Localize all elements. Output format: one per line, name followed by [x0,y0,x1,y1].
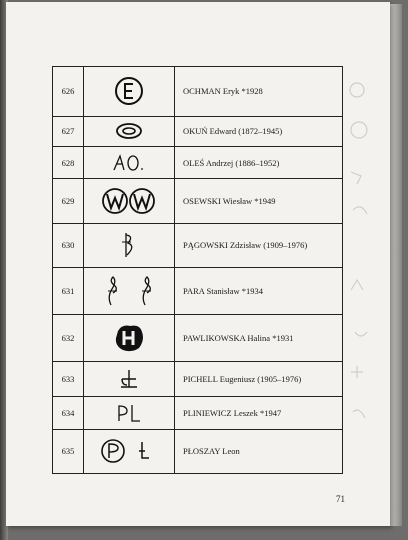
entry-number: 635 [53,429,84,473]
oval-ring-monogram-icon [84,116,175,146]
ao-script-monogram-icon [84,146,175,179]
entry-number: 628 [53,146,84,179]
page-number: 71 [336,494,345,504]
table-row [53,116,343,146]
entry-number: 626 [53,67,84,117]
circled-e-monogram-icon [84,67,175,117]
artist-name: OKUŃ Edward (1872–1945) [175,116,343,146]
script-b-monogram-icon [84,223,175,267]
table-row [53,314,343,361]
artist-marks-table [52,66,343,474]
table-row [53,146,343,179]
entry-number: 631 [53,267,84,314]
artist-name: OSEWSKI Wiesław *1949 [175,179,343,223]
circled-p-and-l-monogram-icon [84,429,175,473]
table-row [53,429,343,473]
table-row [53,397,343,430]
table-row [53,67,343,117]
entry-number: 629 [53,179,84,223]
artist-name: PICHELL Eugeniusz (1905–1976) [175,361,343,397]
page-stack-edge [388,4,402,526]
table-row [53,267,343,314]
artist-name: PĄGOWSKI Zdzisław (1909–1976) [175,223,343,267]
double-script-monogram-icon [84,267,175,314]
table-row [53,179,343,223]
artist-name: PŁOSZAY Leon [175,429,343,473]
table-row [53,223,343,267]
black-h-blot-monogram-icon [84,314,175,361]
artist-name: PLINIEWICZ Leszek *1947 [175,397,343,430]
entry-number: 632 [53,314,84,361]
cross-anchor-monogram-icon [84,361,175,397]
entry-number: 634 [53,397,84,430]
table-row [53,361,343,397]
artist-name: PARA Stanisław *1934 [175,267,343,314]
artist-name: OCHMAN Eryk *1928 [175,67,343,117]
artist-name: PAWLIKOWSKA Halina *1931 [175,314,343,361]
artist-name: OLEŚ Andrzej (1886–1952) [175,146,343,179]
entry-number: 627 [53,116,84,146]
pl-monogram-icon [84,397,175,430]
double-circled-w-monogram-icon [84,179,175,223]
entry-number: 630 [53,223,84,267]
bleed-through-ghost [345,60,389,478]
entry-number: 633 [53,361,84,397]
